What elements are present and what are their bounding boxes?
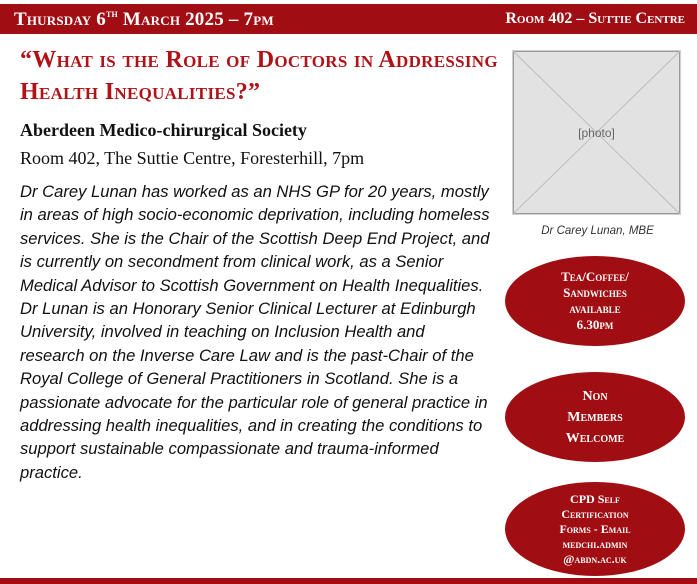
refreshments-badge: Tea/Coffee/ Sandwiches available 6.30pm <box>505 256 685 346</box>
non-members-badge: Non Members Welcome <box>505 372 685 462</box>
event-date: Thursday 6th March 2025 – 7pm <box>14 8 274 30</box>
event-location: Room 402 – Suttie Centre <box>505 10 685 27</box>
header-bar <box>0 4 697 34</box>
speaker-bio: Dr Carey Lunan has worked as an NHS GP for 20 years, mostly in areas of high socio-economic deprivation, including homeless services. She is the Chair of the Scottish Deep End Project, and is currently on secondment from clinical work, as a Senior Medical Advisor to Scottish Government on Health Inequalities. Dr Lunan is an Honorary Senior Clinical Lecturer at Edinburgh University, involved in teaching on Inclusion Health and research on the Inverse Care Law and is the past-Chair of the Royal College of General Practitioners in Scotland. She is a passionate advocate for the particular role of general practice in addressing health inequalities, and in creating the conditions to support sustainable compassionate and trauma-informed practice. <box>20 182 490 482</box>
cpd-badge: CPD Self Certification Forms - Email medchi.admin @abdn.ac.uk <box>505 482 685 576</box>
svg-text:[photo]: [photo] <box>578 126 615 140</box>
venue-line: Room 402, The Suttie Centre, Foresterhill, 7pm <box>20 148 365 168</box>
society-name: Aberdeen Medico-chirurgical Society <box>20 120 307 140</box>
talk-title: “What is the Role of Doctors in Addressing Health Inequalities?” <box>20 47 498 105</box>
photo-caption: Dr Carey Lunan, MBE <box>541 225 654 237</box>
speaker-photo <box>512 50 681 215</box>
footer-bar <box>0 578 697 584</box>
